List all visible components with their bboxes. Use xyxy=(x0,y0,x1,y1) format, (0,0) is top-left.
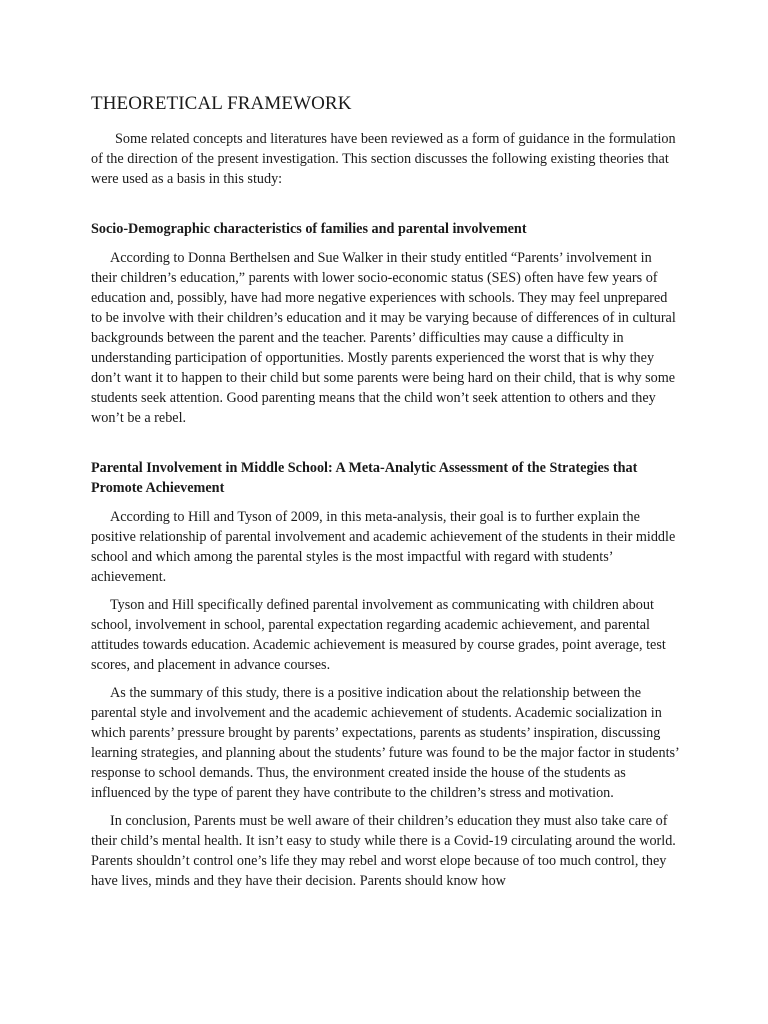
document-page xyxy=(91,92,681,891)
page-title: THEORETICAL FRAMEWORK xyxy=(91,93,352,114)
intro-paragraph: Some related concepts and literatures have been reviewed as a form of guidance in the formulation of the direction of the present investigation. This section discusses the following existing theories that were used as a basis in this study: xyxy=(91,131,676,187)
section-heading: Parental Involvement in Middle School: A Meta-Analytic Assessment of the Strategies that Promote Achievement xyxy=(91,459,638,496)
body-paragraph: According to Donna Berthelsen and Sue Walker in their study entitled “Parents’ involvement in their children’s education,” parents with lower socio-economic status (SES) often have few years of education and, possibly, have had more negative experiences with schools. They may feel unprepared to be involve with their children’s education and it may be varying because of differences of in cultural backgrounds between the parent and the teacher. Parents’ difficulties may cause a difficulty in understanding participation of opportunities. Mostly parents experienced the worst that is why they don’t want it to happen to their child but some parents were being hard on their child, that is why some students seek attention. Good parenting means that the child won’t seek attention to others and they won’t be a rebel. xyxy=(91,249,676,426)
body-paragraph: In conclusion, Parents must be well aware of their children’s education they must also take care of their child’s mental health. It isn’t easy to study while there is a Covid-19 circulating around the world. Parents shouldn’t control one’s life they may rebel and worst elope because of too much control, they have lives, minds and they have their decision. Parents should know how xyxy=(91,812,676,889)
section-parental-involvement xyxy=(91,458,681,891)
body-paragraph: As the summary of this study, there is a positive indication about the relationship between the parental style and involvement and the academic achievement of students. Academic socialization in which parents’ pressure brought by parents’ expectations, parents as students’ inspiration, discussing learning strategies, and planning about the students’ future was found to be the major factor in students’ response to school demands. Thus, the environment created inside the house of the students as influenced by the type of parent they have contribute to the children’s stress and motivation. xyxy=(91,684,679,801)
body-paragraph: According to Hill and Tyson of 2009, in this meta-analysis, their goal is to further explain the positive relationship of parental involvement and academic achievement of the students in their middle school and which among the parental styles is the most impactful with regard with students’ achievement. xyxy=(91,508,676,585)
section-socio-demographic xyxy=(91,219,681,428)
body-paragraph: Tyson and Hill specifically defined parental involvement as communicating with children about school, involvement in school, parental expectation regarding academic achievement, and parental attitudes towards education. Academic achievement is measured by course grades, point average, test scores, and placement in advance courses. xyxy=(91,596,666,673)
section-heading: Socio-Demographic characteristics of families and parental involvement xyxy=(91,221,527,237)
